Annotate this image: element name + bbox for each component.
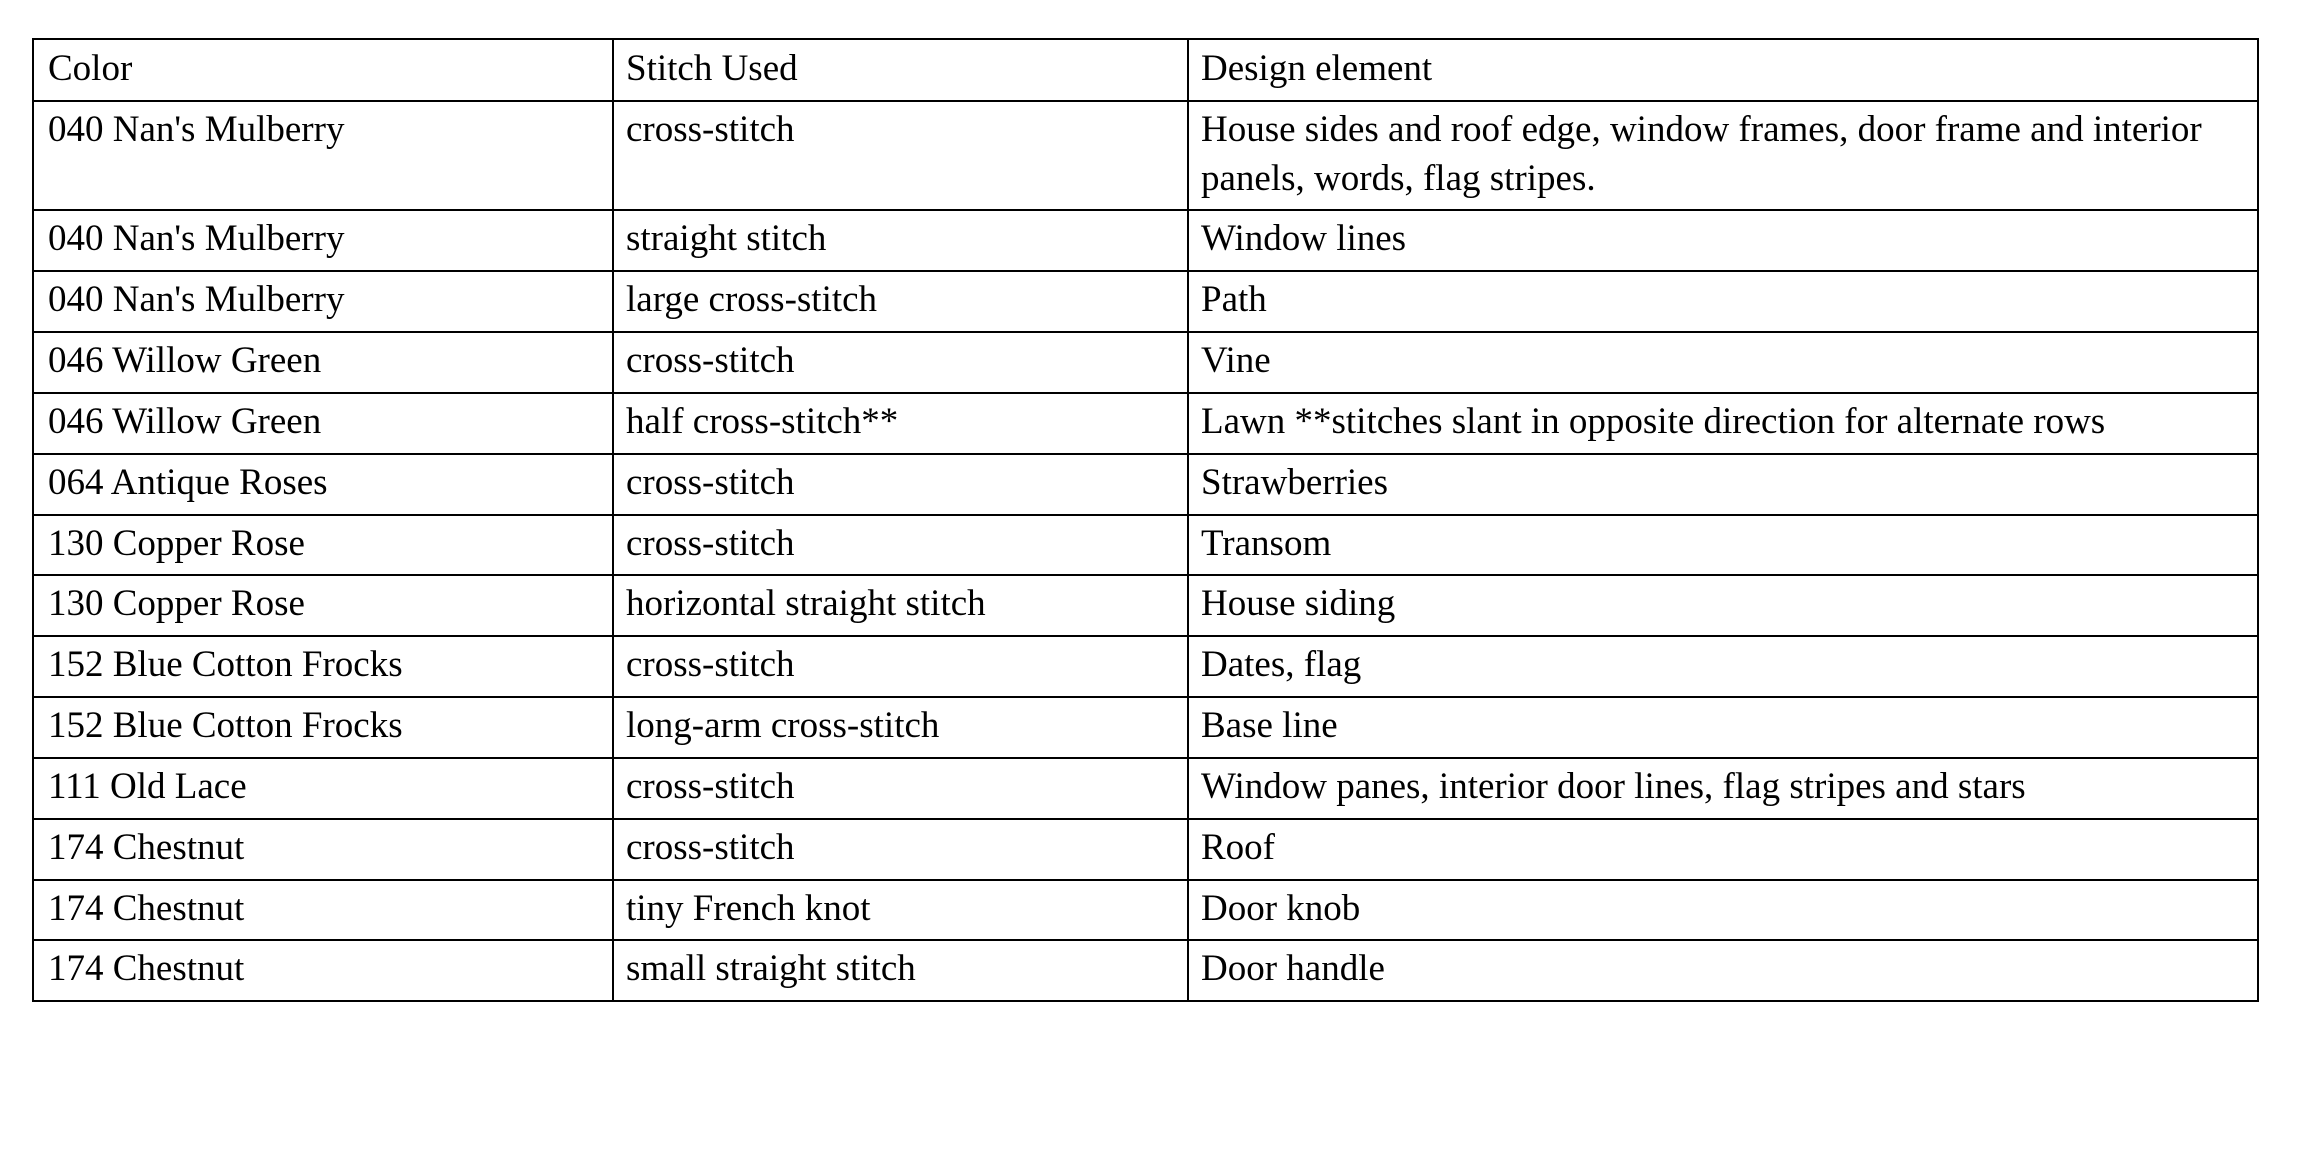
cell-element: Vine: [1188, 332, 2258, 393]
cell-element: Window lines: [1188, 210, 2258, 271]
cell-stitch: cross-stitch: [613, 819, 1188, 880]
table-row: [33, 271, 2258, 332]
table-row: [33, 393, 2258, 454]
table-header-row: [33, 39, 2258, 101]
cell-element: Transom: [1188, 515, 2258, 576]
cell-stitch: large cross-stitch: [613, 271, 1188, 332]
cell-stitch: straight stitch: [613, 210, 1188, 271]
cell-element: Door knob: [1188, 880, 2258, 941]
cell-element: Base line: [1188, 697, 2258, 758]
cell-color: 046 Willow Green: [33, 332, 613, 393]
cell-stitch: long-arm cross-stitch: [613, 697, 1188, 758]
table-row: [33, 819, 2258, 880]
cell-element: Lawn **stitches slant in opposite direction for alternate rows: [1188, 393, 2258, 454]
cell-color: 040 Nan's Mulberry: [33, 271, 613, 332]
cell-color: 130 Copper Rose: [33, 575, 613, 636]
table-row: [33, 697, 2258, 758]
cell-element: House sides and roof edge, window frames, door frame and interior panels, words, flag stripes.: [1188, 101, 2258, 211]
cell-color: 040 Nan's Mulberry: [33, 210, 613, 271]
cell-color: 174 Chestnut: [33, 940, 613, 1001]
cell-color: 174 Chestnut: [33, 819, 613, 880]
cell-stitch: half cross-stitch**: [613, 393, 1188, 454]
table-row: [33, 332, 2258, 393]
cell-stitch: cross-stitch: [613, 515, 1188, 576]
cell-stitch: small straight stitch: [613, 940, 1188, 1001]
cell-stitch: cross-stitch: [613, 454, 1188, 515]
cell-stitch: horizontal straight stitch: [613, 575, 1188, 636]
cell-element: Path: [1188, 271, 2258, 332]
cell-element: Window panes, interior door lines, flag stripes and stars: [1188, 758, 2258, 819]
cell-color: 130 Copper Rose: [33, 515, 613, 576]
table-row: [33, 101, 2258, 211]
table-row: [33, 210, 2258, 271]
column-header-stitch-used: Stitch Used: [613, 39, 1188, 101]
cell-color: 040 Nan's Mulberry: [33, 101, 613, 211]
column-header-color: Color: [33, 39, 613, 101]
cell-element: House siding: [1188, 575, 2258, 636]
table-row: [33, 454, 2258, 515]
cell-stitch: cross-stitch: [613, 758, 1188, 819]
table-row: [33, 575, 2258, 636]
cell-color: 152 Blue Cotton Frocks: [33, 636, 613, 697]
stitch-legend-table: [32, 38, 2259, 1002]
cell-element: Dates, flag: [1188, 636, 2258, 697]
cell-element: Strawberries: [1188, 454, 2258, 515]
cell-color: 111 Old Lace: [33, 758, 613, 819]
cell-stitch: tiny French knot: [613, 880, 1188, 941]
cell-stitch: cross-stitch: [613, 636, 1188, 697]
cell-stitch: cross-stitch: [613, 101, 1188, 211]
column-header-design-element: Design element: [1188, 39, 2258, 101]
cell-element: Roof: [1188, 819, 2258, 880]
table-row: [33, 940, 2258, 1001]
cell-color: 064 Antique Roses: [33, 454, 613, 515]
table-row: [33, 880, 2258, 941]
table-row: [33, 515, 2258, 576]
cell-stitch: cross-stitch: [613, 332, 1188, 393]
table-row: [33, 636, 2258, 697]
cell-color: 152 Blue Cotton Frocks: [33, 697, 613, 758]
table-row: [33, 758, 2258, 819]
cell-color: 046 Willow Green: [33, 393, 613, 454]
cell-color: 174 Chestnut: [33, 880, 613, 941]
cell-element: Door handle: [1188, 940, 2258, 1001]
